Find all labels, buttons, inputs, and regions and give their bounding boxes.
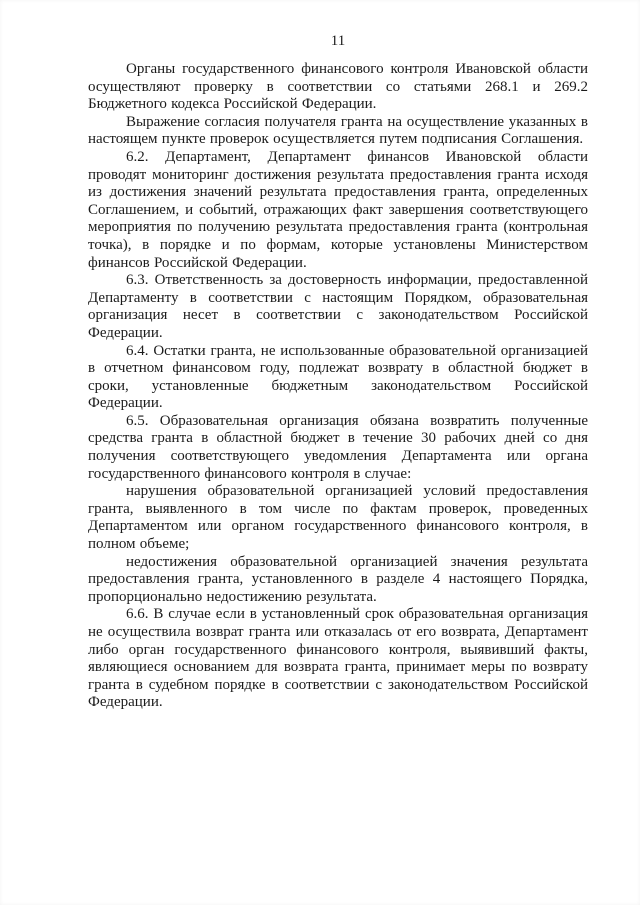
paragraph: 6.6. В случае если в установленный срок образовательная организация не осуществила возврат гранта или отказалась от его возврата, Департамент либо орган государственного финансового контроля, выявивший факты, являющиеся основанием для возврата гранта, принимает меры по возврату гранта в судебном порядке в соответствии с законодательством Российской Федерации. <box>88 606 588 711</box>
page-number: 11 <box>330 33 346 49</box>
paragraph: 6.4. Остатки гранта, не использованные образовательной организацией в отчетном финансовом году, подлежат возврату в областной бюджет в сроки, установленные бюджетным законодательством Российской Федерации. <box>88 342 588 412</box>
paragraph: 6.3. Ответственность за достоверность информации, предоставленной Департаменту в соответствии с настоящим Порядком, образовательная организация несет в соответствии с законодательством Российской Федерации. <box>88 272 588 341</box>
paragraph: Выражение согласия получателя гранта на осуществление указанных в настоящем пункте проверок осуществляется путем подписания Соглашения. <box>88 113 588 148</box>
paragraph: Органы государственного финансового контроля Ивановской области осуществляют проверку в соответствии со статьями 268.1 и 269.2 Бюджетного кодекса Российской Федерации. <box>88 61 588 113</box>
paragraph: 6.2. Департамент, Департамент финансов Ивановской области проводят мониторинг достижения результата предоставления гранта исходя из достижения значений результата предоставления гранта, определенных Соглашением, и событий, отражающих факт завершения соответствующего мероприятия по получению результата предоставления гранта (контрольная точка), в порядке и по формам, которые установлены Министерством финансов Российской Федерации. <box>88 148 588 271</box>
paragraph: нарушения образовательной организацией условий предоставления гранта, выявленного в том числе по фактам проверок, проведенных Департаментом или органом государственного финансового контроля, в полном объеме; <box>88 483 588 553</box>
document-body <box>88 61 588 712</box>
paragraph: недостижения образовательной организацией значения результата предоставления гранта, установленного в разделе 4 настоящего Порядка, пропорционально недостижению результата. <box>88 553 588 605</box>
paragraph: 6.5. Образовательная организация обязана возвратить полученные средства гранта в областной бюджет в течение 30 рабочих дней со дня получения соответствующего уведомления Департамента или органа государственного финансового контроля в случае: <box>88 412 588 482</box>
